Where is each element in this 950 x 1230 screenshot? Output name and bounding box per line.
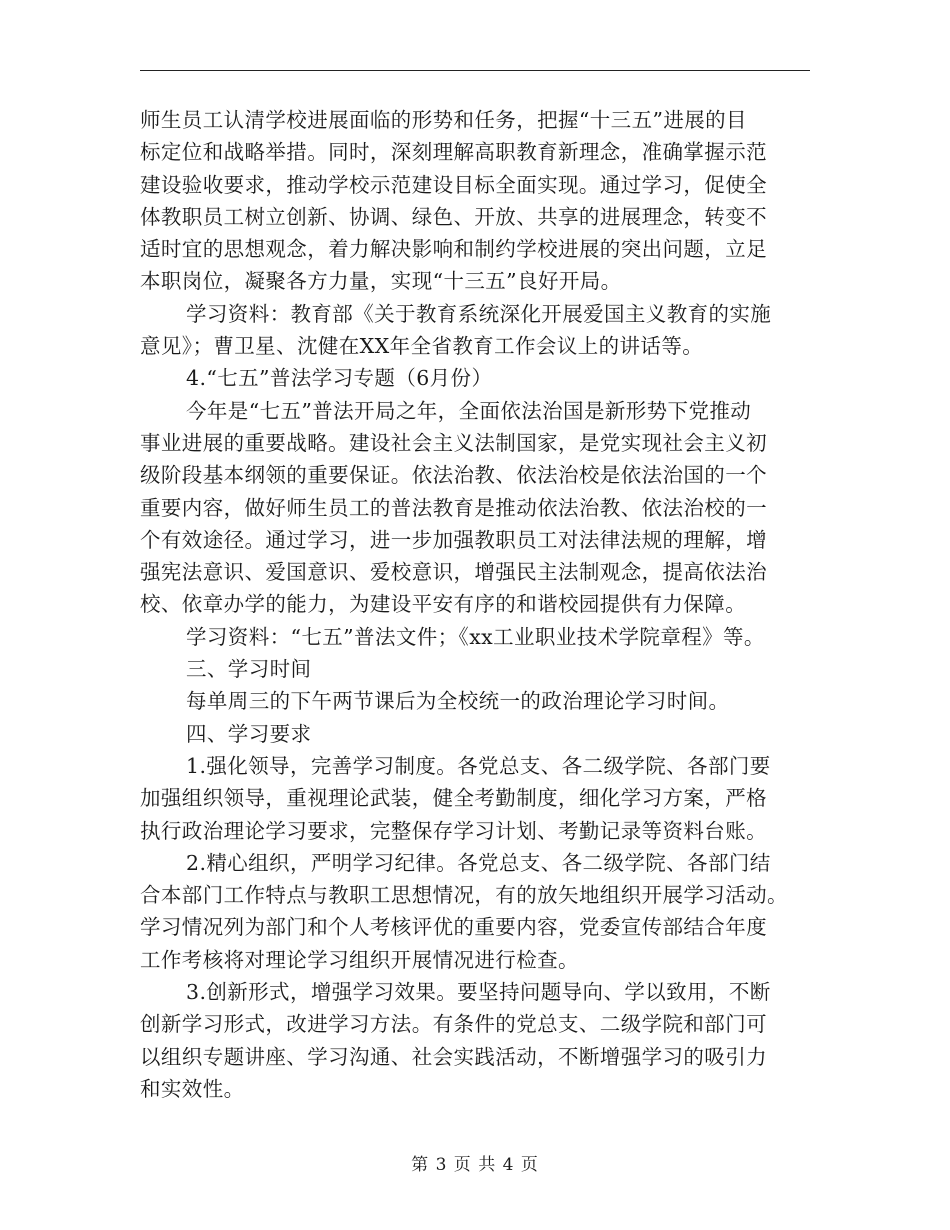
body-line: 事业进展的重要战略。建设社会主义法制国家，是党实现社会主义初 xyxy=(140,430,767,455)
body-line: 学习资料：教育部《关于教育系统深化开展爱国主义教育的实施 xyxy=(186,301,772,326)
body-line: 师生员工认清学校进展面临的形势和任务，把握“十三五”进展的目 xyxy=(140,108,747,132)
section-heading: 四、学习要求 xyxy=(186,721,312,746)
body-line: 3.创新形式，增强学习效果。要坚持问题导向、学以致用，不断 xyxy=(186,980,771,1005)
body-line: 1.强化领导，完善学习制度。各党总支、各二级学院、各部门要 xyxy=(186,753,771,778)
body-line: 工作考核将对理论学习组织开展情况进行检查。 xyxy=(140,947,579,972)
body-line: 重要内容，做好师生员工的普法教育是推动依法治教、依法治校的一 xyxy=(140,495,767,520)
section-heading: 4.“七五”普法学习专题（6月份） xyxy=(186,366,493,391)
body-line: 强宪法意识、爱国意识、爱校意识，增强民主法制观念，提高依法治 xyxy=(140,560,767,585)
body-line: 加强组织领导，重视理论武装，健全考勤制度，细化学习方案，严格 xyxy=(140,786,767,811)
body-line: 校、依章办学的能力，为建设平安有序的和谐校园提供有力保障。 xyxy=(140,592,747,617)
body-line: 学习情况列为部门和个人考核评优的重要内容，党委宣传部结合年度 xyxy=(140,915,767,940)
body-line: 级阶段基本纲领的重要保证。依法治教、依法治校是依法治国的一个 xyxy=(140,463,767,488)
body-line: 每单周三的下午两节课后为全校统一的政治理论学习时间。 xyxy=(186,689,730,714)
body-line: 学习资料：“七五”普法文件；《xx工业职业技术学院章程》等。 xyxy=(186,624,765,649)
body-line: 适时宜的思想观念，着力解决影响和制约学校进展的突出问题，立足 xyxy=(140,237,767,262)
body-line: 意见》；曹卫星、沈健在XX年全省教育工作会议上的讲话等。 xyxy=(140,334,704,359)
body-line: 创新学习形式，改进学习方法。有条件的党总支、二级学院和部门可 xyxy=(140,1012,767,1037)
body-line: 和实效性。 xyxy=(140,1076,245,1101)
body-line: 2.精心组织，严明学习纪律。各党总支、各二级学院、各部门结 xyxy=(186,850,771,875)
body-line: 今年是“七五”普法开局之年，全面依法治国是新形势下党推动 xyxy=(186,398,752,423)
body-line: 建设验收要求，推动学校示范建设目标全面实现。通过学习，促使全 xyxy=(140,172,767,197)
page-number-footer: 第 3 页 共 4 页 xyxy=(411,1155,539,1175)
body-line: 标定位和战略举措。同时，深刻理解高职教育新理念，准确掌握示范 xyxy=(140,140,767,165)
body-line: 以组织专题讲座、学习沟通、社会实践活动，不断增强学习的吸引力 xyxy=(140,1044,767,1069)
document-body xyxy=(140,104,840,1105)
body-line: 执行政治理论学习要求，完整保存学习计划、考勤记录等资料台账。 xyxy=(140,818,767,843)
body-line: 个有效途径。通过学习，进一步加强教职员工对法律法规的理解，增 xyxy=(140,527,767,552)
section-heading: 三、学习时间 xyxy=(186,657,312,682)
body-line: 本职岗位，凝聚各方力量，实现“十三五”良好开局。 xyxy=(140,269,622,294)
body-line: 体教职员工树立创新、协调、绿色、开放、共享的进展理念，转变不 xyxy=(140,204,767,229)
header-rule xyxy=(140,70,810,71)
body-line: 合本部门工作特点与教职工思想情况，有的放矢地组织开展学习活动。 xyxy=(140,883,788,908)
